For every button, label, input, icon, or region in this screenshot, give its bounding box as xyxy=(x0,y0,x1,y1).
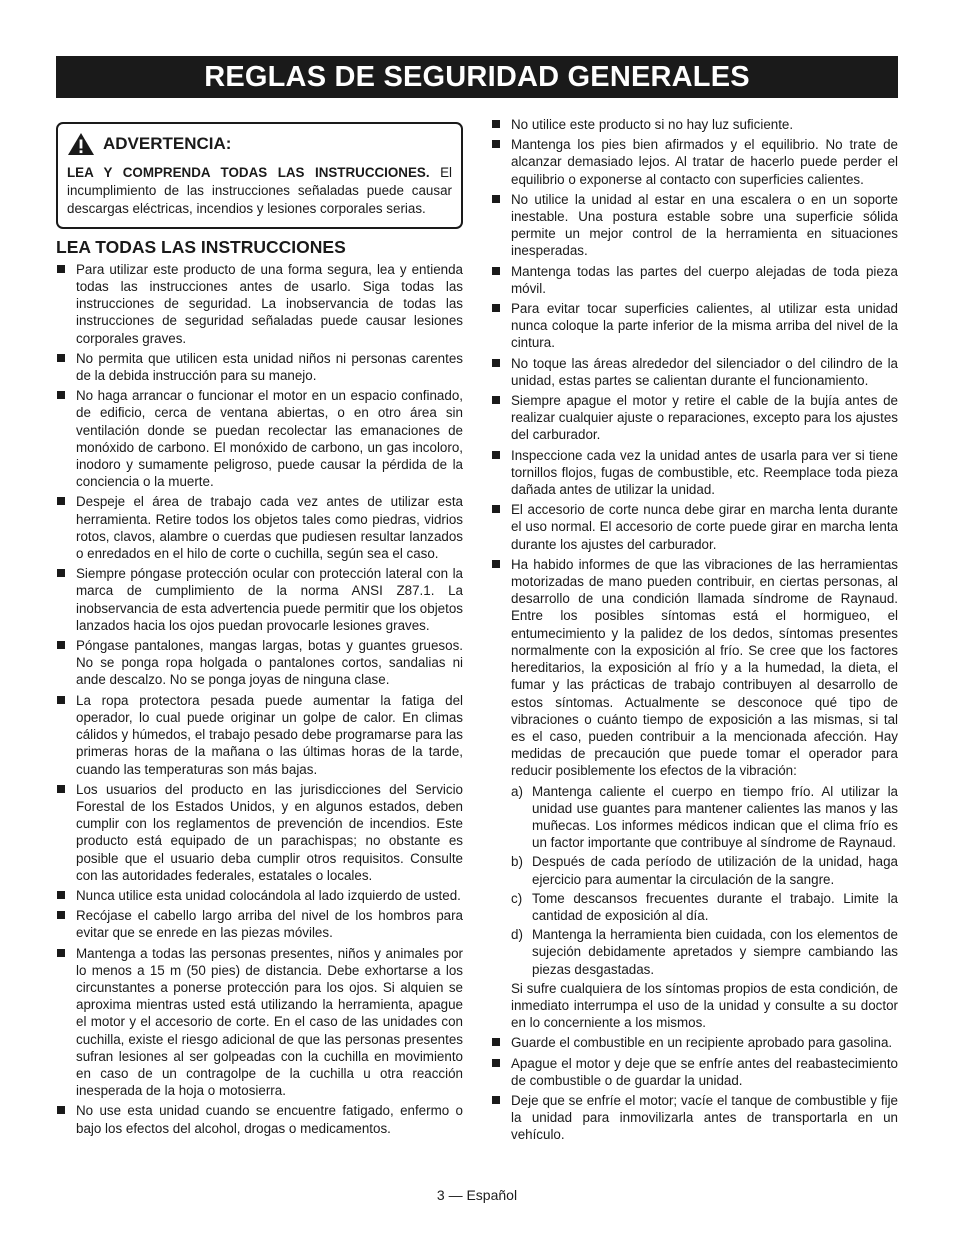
list-item xyxy=(56,565,463,634)
right-column xyxy=(491,116,898,1147)
bullet-square-icon xyxy=(492,1096,500,1104)
list-item-text: Guarde el combustible en un recipiente aprobado para gasolina. xyxy=(511,1035,893,1051)
bullet-square-icon xyxy=(492,140,500,148)
list-item-text: No toque las áreas alrededor del silenciador o del cilindro de la unidad, estas partes se calientan durante el funcionamiento. xyxy=(511,355,898,388)
list-item-text: Despeje el área de trabajo cada vez antes de utilizar esta herramienta. Retire todos los objetos tales como piedras, vidrios rotos, clavos, alambre o cuerdas que pudiesen resultar lanzados o enredados en el hilo de corte o cuchilla, según sea el caso. xyxy=(76,494,463,562)
list-item-text: Mantenga los pies bien afirmados y el equilibrio. No trate de alcanzar demasiado lejos. Al tratar de hacerlo puede perder el equilibrio o exponerse al contacto con superficies calientes. xyxy=(511,137,898,187)
bullet-square-icon xyxy=(57,354,65,362)
list-item-text: Ha habido informes de que las vibraciones de las herramientas motorizadas de mano pueden contribuir, en ciertas personas, al desarrollo de una condición llamada síndrome de Raynaud. Entre los posibles síntomas está el hormigueo, el entumecimiento y la palidez de los dedos, síntomas presentes normalmente con la exposición al frío. Se cree que los factores hereditarios, la exposición al frío y a la humedad, la dieta, el fumar y las prácticas de trabajo contribuyen al desarrollo de estos síntomas. Actualmente se desconoce qué tipo de vibraciones o cuánto tiempo de exposición a las mismas, si tal es el caso, pueden contribuir a la mencionada afección. Hay medidas de precaución que puede tomar el operador para reducir posiblemente los efectos de la vibración: xyxy=(511,556,898,779)
list-item-text: Póngase pantalones, mangas largas, botas y guantes gruesos. No se ponga ropa holgada o pantalones cortos, sandalias ni ande descalzo. No se ponga joyas de ninguna clase. xyxy=(76,638,463,688)
list-item xyxy=(56,493,463,562)
list-item-text: Recójase el cabello largo arriba del nivel de los hombros para evitar que se enrede en las piezas móviles. xyxy=(76,908,463,941)
sub-list-item xyxy=(511,890,898,924)
sub-list-item xyxy=(511,853,898,887)
list-item-text: Apague el motor y deje que se enfríe antes del reabastecimiento de combustible o de guardar la unidad. xyxy=(511,1055,898,1088)
list-item xyxy=(491,191,898,260)
bullet-square-icon xyxy=(57,696,65,704)
list-item-text: Deje que se enfríe el motor; vacíe el tanque de combustible y fije la unidad para inmovilizarla antes de transportarla en un vehículo. xyxy=(511,1092,898,1143)
list-item-text: Para utilizar este producto de una forma segura, lea y entienda todas las instrucciones antes de usarlo. Siga todas las instrucciones de seguridad. La inobservancia de todas las instrucciones de seguridad señaladas puede causar lesiones corporales graves. xyxy=(76,261,463,346)
page-title: REGLAS DE SEGURIDAD GENERALES xyxy=(56,56,898,98)
list-item xyxy=(56,781,463,884)
list-item xyxy=(491,116,898,133)
warning-triangle-icon xyxy=(67,132,95,156)
sub-list-text: Mantenga caliente el cuerpo en tiempo frío. Al utilizar la unidad use guantes para mantener calientes las manos y las muñecas. Los informes médicos indican que el clima frío es un factor importante que contribuye al síndrome de Raynaud. xyxy=(532,783,898,851)
list-item xyxy=(491,447,898,499)
sub-list-letter: c) xyxy=(511,890,523,906)
list-item-text: Siempre apague el motor y retire el cable de la bujía antes de realizar cualquier ajuste o reparaciones, excepto para los ajustes del carburador. xyxy=(511,393,898,443)
list-item xyxy=(491,355,898,389)
bullet-square-icon xyxy=(492,304,500,312)
warning-text xyxy=(67,164,452,219)
bullet-square-icon xyxy=(492,451,500,459)
list-item-text: Siempre póngase protección ocular con protección lateral con la marca de cumplimiento de la norma ANSI Z87.1. La inobservancia de esta advertencia puede permitir que los objetos lanzados hacia los ojos puedan provocarle lesiones graves. xyxy=(76,566,463,633)
warning-title: ADVERTENCIA: xyxy=(103,134,232,154)
list-item-text: No utilice la unidad al estar en una escalera o en un soporte inestable. Una postura estable sobre una superficie sólida permite un mejor control de la herramienta en situaciones inesperadas. xyxy=(511,191,898,259)
list-item-text: No permita que utilicen esta unidad niños ni personas carentes de la debida instrucción para su manejo. xyxy=(76,350,463,384)
list-item xyxy=(491,392,898,444)
list-item xyxy=(56,350,463,384)
bullet-square-icon xyxy=(57,911,65,919)
list-item-text: La ropa protectora pesada puede aumentar la fatiga del operador, lo cual puede originar un golpe de calor. En climas cálidos y húmedos, el trabajo pesado debe programarse para las primeras horas de la mañana o las últimas horas de la tarde, cuando las temperaturas son más bajas. xyxy=(76,692,463,777)
warning-box xyxy=(56,122,463,229)
sub-list-letter: d) xyxy=(511,927,523,943)
list-item xyxy=(56,387,463,490)
warning-lead: LEA Y COMPRENDA TODAS LAS INSTRUCCIONES. xyxy=(67,165,430,180)
bullet-square-icon xyxy=(57,785,65,793)
section-title: LEA TODAS LAS INSTRUCCIONES xyxy=(56,236,346,257)
list-item xyxy=(56,637,463,689)
list-item xyxy=(491,263,898,297)
right-bullet-list xyxy=(491,116,898,1144)
bullet-square-icon xyxy=(57,1106,65,1114)
bullet-square-icon xyxy=(57,497,65,505)
sub-list-item xyxy=(511,783,898,852)
bullet-square-icon xyxy=(57,949,65,957)
bullet-square-icon xyxy=(492,396,500,404)
list-item-text: Inspeccione cada vez la unidad antes de usarla para ver si tiene tornillos flojos, fugas de combustible, etc. Reemplace toda pieza dañada antes de utilizar la unidad. xyxy=(511,447,898,498)
list-item xyxy=(491,136,898,188)
left-bullet-list xyxy=(56,261,463,1137)
sub-list-text: Tome descansos frecuentes durante el trabajo. Limite la cantidad de exposición al día. xyxy=(532,890,898,923)
bullet-square-icon xyxy=(57,265,65,273)
list-item xyxy=(56,261,463,347)
bullet-square-icon xyxy=(57,891,65,899)
bullet-square-icon xyxy=(492,1059,500,1067)
list-item-text: No utilice este producto si no hay luz suficiente. xyxy=(511,117,794,132)
list-item xyxy=(491,1055,898,1089)
list-item xyxy=(56,887,463,904)
list-item xyxy=(491,501,898,553)
list-item-text: No use esta unidad cuando se encuentre fatigado, enfermo o bajo los efectos del alcohol, drogas o medicamentos. xyxy=(76,1103,463,1136)
bullet-square-icon xyxy=(492,120,500,128)
bullet-square-icon xyxy=(492,1038,500,1046)
sub-list-text: Mantenga la herramienta bien cuidada, con los elementos de sujeción debidamente apretados y siempre cambiando las piezas desgastadas. xyxy=(532,927,898,977)
raynaud-note: Si sufre cualquiera de los síntomas propios de esta condición, de inmediato interrumpa el uso de la unidad y consulte a su doctor en lo concerniente a los mismos. xyxy=(511,980,898,1031)
bullet-square-icon xyxy=(492,195,500,203)
warning-header xyxy=(67,132,452,156)
left-column xyxy=(56,118,463,1140)
list-item-raynaud xyxy=(491,556,898,1031)
bullet-square-icon xyxy=(492,560,500,568)
sub-list-letter: a) xyxy=(511,783,523,799)
list-item xyxy=(56,692,463,778)
list-item-text: Mantenga a todas las personas presentes, niños y animales por lo menos a 15 m (50 pies) de distancia. Debe exhortarse a los circunstantes a ponerse protección para los ojos. Si alquien se aproxima mientras usted está utilizando la herramienta, apague el motor y el accesorio de corte. En el caso de las unidades con cuchilla, existe el riesgo adicional de que las personas presentes sufran lesiones al ser golpeadas con la cuchilla en movimiento en caso de un contragolpe de la cuchilla u otra reacción inesperada de la hoja o motosierra. xyxy=(76,945,463,1099)
bullet-square-icon xyxy=(492,505,500,513)
list-item xyxy=(56,945,463,1100)
list-item xyxy=(56,907,463,941)
warning-body: El incumplimiento de las instrucciones señaladas puede causar descargas eléctricas, incendios y lesiones corporales serias. xyxy=(67,165,452,217)
list-item-text: Mantenga todas las partes del cuerpo alejadas de toda pieza móvil. xyxy=(511,263,898,296)
list-item xyxy=(56,1102,463,1136)
bullet-square-icon xyxy=(492,267,500,275)
list-item xyxy=(491,1034,898,1051)
list-item-text: Nunca utilice esta unidad colocándola al lado izquierdo de usted. xyxy=(76,887,461,903)
list-item-text: Los usuarios del producto en las jurisdicciones del Servicio Forestal de los Estados Unidos, y en algunos estados, deben cumplir con los reglamentos de prevención de incendios. Este producto está equipado de un parachispas; no obstante es posible que el usuario deba cumplir otros requisitos. Consulte con las autoridades federales, estatales o locales. xyxy=(76,781,463,883)
bullet-square-icon xyxy=(57,641,65,649)
page-footer: 3 — Español xyxy=(436,1187,518,1203)
sub-list-text: Después de cada período de utilización de la unidad, haga ejercicio para aumentar la circulación de la sangre. xyxy=(532,854,898,887)
bullet-square-icon xyxy=(57,569,65,577)
bullet-square-icon xyxy=(492,359,500,367)
list-item xyxy=(491,300,898,352)
sub-list xyxy=(511,783,898,978)
list-item xyxy=(491,1092,898,1144)
sub-list-item xyxy=(511,926,898,978)
list-item-text: Para evitar tocar superficies calientes, al utilizar esta unidad nunca coloque la parte inferior de la misma arriba del nivel de la cintura. xyxy=(511,301,898,351)
sub-list-letter: b) xyxy=(511,854,523,870)
list-item-text: No haga arrancar o funcionar el motor en un espacio confinado, de edificio, cerca de ventana abiertas, o en otro área sin ventilación donde se puedan recolectar las emanaciones de monóxido de carbono. El monóxido de carbono, un gas incoloro, inodoro y sumamente peligroso, puede causar la pérdida de la conciencia o la muerte. xyxy=(76,388,463,490)
bullet-square-icon xyxy=(57,391,65,399)
list-item-text: El accesorio de corte nunca debe girar en marcha lenta durante el uso normal. El accesorio de corte puede girar en marcha lenta durante los ajustes del carburador. xyxy=(511,502,898,552)
